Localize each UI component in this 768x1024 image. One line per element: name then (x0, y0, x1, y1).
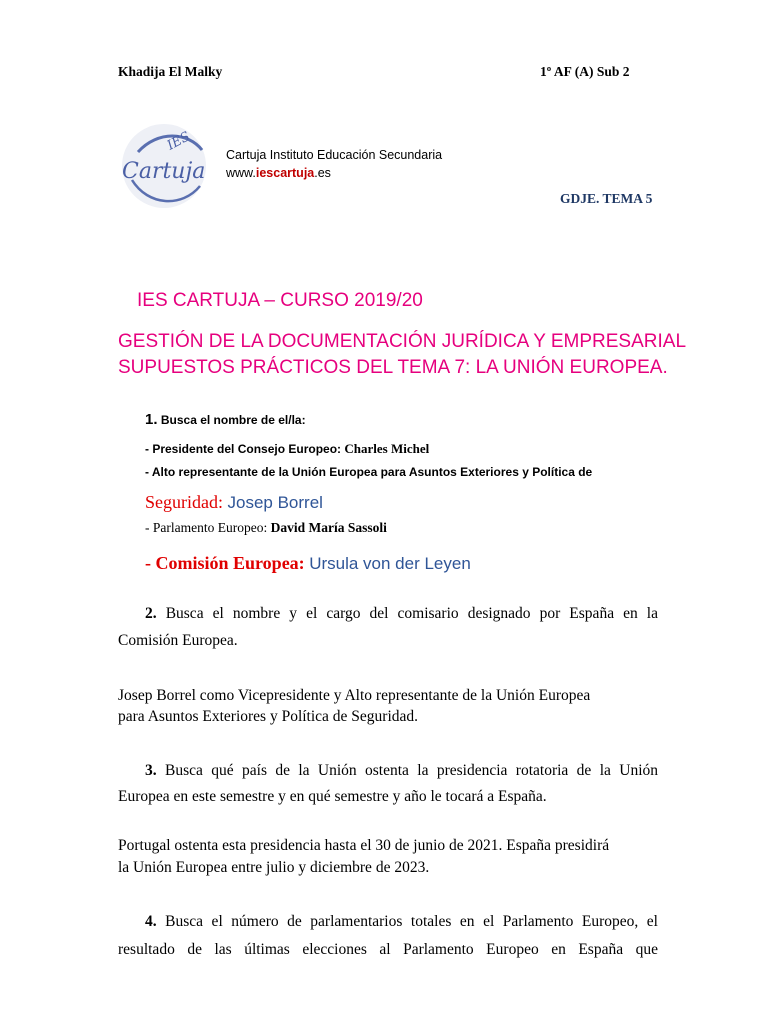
q3-text1: Busca qué país de la Unión ostenta la presidencia rotatoria de la Unión (165, 762, 658, 779)
school-logo (118, 120, 210, 212)
q3-line2: Europea en este semestre y en qué semestre y año le tocará a España. (118, 788, 547, 805)
group-label: 1º AF (A) Sub 2 (540, 64, 630, 79)
q1-item-president (145, 440, 429, 458)
q2-answer2: para Asuntos Exteriores y Política de Seguridad. (118, 708, 419, 725)
q3-answer2: la Unión Europea entre julio y diciembre de 2023. (118, 859, 430, 876)
q1-item1-label: - Presidente del Consejo Europeo: (145, 442, 345, 456)
q1-item3-value: David María Sassoli (270, 520, 387, 535)
course-title: IES CARTUJA – CURSO 2019/20 (137, 290, 423, 311)
doc-title-line1: GESTIÓN DE LA DOCUMENTACIÓN JURÍDICA Y EMPRESARIAL (118, 331, 687, 352)
q3-answer1: Portugal ostenta esta presidencia hasta el 30 de junio de 2021. España presidirá (118, 837, 610, 854)
q2-line1 (118, 600, 658, 628)
student-name: Khadija El Malky (118, 64, 223, 79)
q1-text: Busca el nombre de el/la: (160, 413, 306, 427)
institution-block (226, 146, 442, 182)
q1-number: 1. (145, 411, 158, 428)
q3-number: 3. (145, 762, 157, 779)
q1-item-security (145, 492, 323, 513)
q2-text1: Busca el nombre y el cargo del comisario designado por España en la (165, 605, 658, 622)
website-prefix: www. (226, 166, 256, 180)
q4-number: 4. (145, 913, 157, 930)
q1-item4-label: - Comisión Europea: (145, 553, 305, 573)
q2-number: 2. (145, 605, 157, 622)
q1-item-parliament (145, 520, 387, 536)
q1-item4-value: Ursula von der Leyen (309, 554, 471, 573)
doc-title-line2: SUPUESTOS PRÁCTICOS DEL TEMA 7: LA UNIÓN EUROPEA. (118, 357, 668, 378)
institution-website[interactable] (226, 164, 442, 182)
q4-text1: Busca el número de parlamentarios totales en el Parlamento Europeo, el (165, 913, 658, 930)
website-domain: iescartuja (255, 166, 315, 180)
q4-line1 (118, 908, 658, 936)
logo-small-text: IES (164, 129, 193, 154)
q4-line2: resultado de las últimas elecciones al Parlamento Europeo en España que (118, 941, 658, 958)
topic-label: GDJE. TEMA 5 (560, 191, 653, 206)
q3-line1 (118, 757, 658, 785)
q1-item2b-value: Josep Borrel (227, 493, 323, 512)
website-suffix: .es (314, 166, 331, 180)
institution-name: Cartuja Instituto Educación Secundaria (226, 148, 443, 162)
q1-prompt (145, 411, 306, 428)
q1-item-high-rep: - Alto representante de la Unión Europea para Asuntos Exteriores y Política de (145, 465, 593, 479)
q1-item2b-label: Seguridad: (145, 492, 223, 512)
q1-item3-label: - Parlamento Europeo: (145, 520, 271, 535)
logo-text: Cartuja (122, 159, 206, 184)
q1-item1-value: Charles Michel (344, 441, 430, 456)
q2-answer1: Josep Borrel como Vicepresidente y Alto representante de la Unión Europea (118, 687, 591, 704)
q1-item-commission (145, 553, 471, 574)
q2-line2: Comisión Europea. (118, 632, 238, 649)
